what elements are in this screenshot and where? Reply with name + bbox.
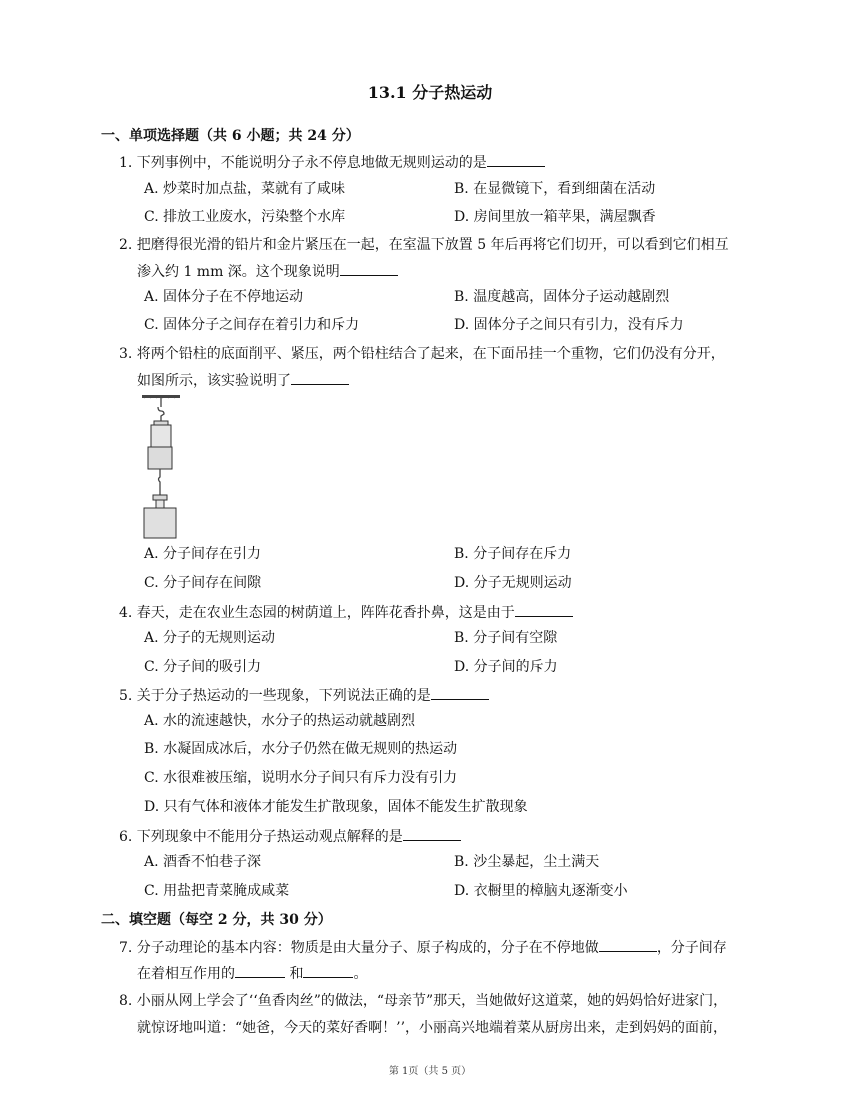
option-6a: A. 酒香不怕巷子深 xyxy=(144,854,262,870)
option-1a: A. 炒菜时加点盐，菜就有了咸味 xyxy=(144,181,346,197)
option-1d: D. 房间里放一箱苹果，满屋飘香 xyxy=(454,209,656,225)
answer-blank xyxy=(291,371,349,385)
option-2b: B. 温度越高，固体分子运动越剧烈 xyxy=(454,289,670,305)
option-6b: B. 沙尘暴起，尘土满天 xyxy=(454,854,600,870)
question-2-stem: 渗入约 1 mm 深。这个现象说明 xyxy=(137,264,340,280)
option-1b: B. 在显微镜下，看到细菌在活动 xyxy=(454,181,656,197)
question-4-stem: 4. 春天，走在农业生态园的树荫道上，阵阵花香扑鼻，这是由于 xyxy=(119,605,515,621)
option-2d: D. 固体分子之间只有引力，没有斥力 xyxy=(454,317,684,333)
question-2-line2 xyxy=(137,262,398,281)
question-8-line2: 就惊讶地叫道：“她爸，今天的菜好香啊！’’，小丽高兴地端着菜从厨房出来，走到妈妈的面前， xyxy=(137,1020,728,1036)
question-7-line2 xyxy=(137,964,367,983)
section-heading-choice: 一、单项选择题（共 6 小题；共 24 分） xyxy=(101,128,360,144)
page-footer: 第 1页（共 5 页） xyxy=(388,1066,472,1077)
question-6 xyxy=(119,827,461,846)
question-7-text-2: ，分子间存 xyxy=(656,940,727,956)
question-3-stem: 如图所示，该实验说明了 xyxy=(137,373,291,389)
question-4 xyxy=(119,603,573,622)
option-4c: C. 分子间的吸引力 xyxy=(144,659,262,675)
answer-blank xyxy=(431,686,489,700)
question-3-line2 xyxy=(137,371,349,390)
option-5c: C. 水很难被压缩，说明水分子间只有斥力没有引力 xyxy=(144,770,458,786)
question-7-line1 xyxy=(119,938,727,957)
option-3c: C. 分子间存在间隙 xyxy=(144,575,262,591)
lead-cylinder-figure xyxy=(138,395,184,540)
page-title: 13.1 分子热运动 xyxy=(367,83,493,102)
question-6-stem: 6. 下列现象中不能用分子热运动观点解释的是 xyxy=(119,829,403,845)
option-1c: C. 排放工业废水，污染整个水库 xyxy=(144,209,346,225)
option-6c: C. 用盐把青菜腌成咸菜 xyxy=(144,883,290,899)
answer-blank xyxy=(403,827,461,841)
option-3b: B. 分子间存在斥力 xyxy=(454,546,572,562)
answer-blank xyxy=(340,262,398,276)
question-7-text-4: 和 xyxy=(285,966,304,982)
section-heading-fill: 二、填空题（每空 2 分，共 30 分） xyxy=(101,912,332,928)
question-3-line1: 3. 将两个铅柱的底面削平、紧压，两个铅柱结合了起来，在下面吊挂一个重物，它们仍没有分开， xyxy=(119,346,725,362)
option-2a: A. 固体分子在不停地运动 xyxy=(144,289,304,305)
answer-blank xyxy=(303,964,353,978)
question-7-text-5: 。 xyxy=(353,966,368,982)
option-5b: B. 水凝固成冰后，水分子仍然在做无规则的热运动 xyxy=(144,741,458,757)
option-4d: D. 分子间的斥力 xyxy=(454,659,558,675)
question-1-stem: 1. 下列事例中，不能说明分子永不停息地做无规则运动的是 xyxy=(119,155,487,171)
question-2-line1: 2. 把磨得很光滑的铅片和金片紧压在一起，在室温下放置 5 年后再将它们切开，可以看到它们相互 xyxy=(119,237,729,253)
question-8-line1: 8. 小丽从网上学会了‘‘鱼香肉丝”的做法，“母亲节”那天，当她做好这道菜，她的妈妈恰好进家门， xyxy=(119,993,728,1009)
question-1 xyxy=(119,153,545,172)
question-7-text-3: 在着相互作用的 xyxy=(137,966,235,982)
answer-blank xyxy=(235,964,285,978)
option-2c: C. 固体分子之间存在着引力和斥力 xyxy=(144,317,360,333)
question-5 xyxy=(119,686,489,705)
answer-blank xyxy=(599,938,657,952)
option-4a: A. 分子的无规则运动 xyxy=(144,630,276,646)
option-5a: A. 水的流速越快，水分子的热运动就越剧烈 xyxy=(144,713,416,729)
answer-blank xyxy=(487,153,545,167)
question-7-text-1: 7. 分子动理论的基本内容：物质是由大量分子、原子构成的，分子在不停地做 xyxy=(119,940,599,956)
option-6d: D. 衣橱里的樟脑丸逐渐变小 xyxy=(454,883,628,899)
option-3d: D. 分子无规则运动 xyxy=(454,575,572,591)
question-5-stem: 5. 关于分子热运动的一些现象，下列说法正确的是 xyxy=(119,688,431,704)
option-4b: B. 分子间有空隙 xyxy=(454,630,558,646)
option-5d: D. 只有气体和液体才能发生扩散现象，固体不能发生扩散现象 xyxy=(144,799,528,815)
answer-blank xyxy=(515,603,573,617)
option-3a: A. 分子间存在引力 xyxy=(144,546,262,562)
